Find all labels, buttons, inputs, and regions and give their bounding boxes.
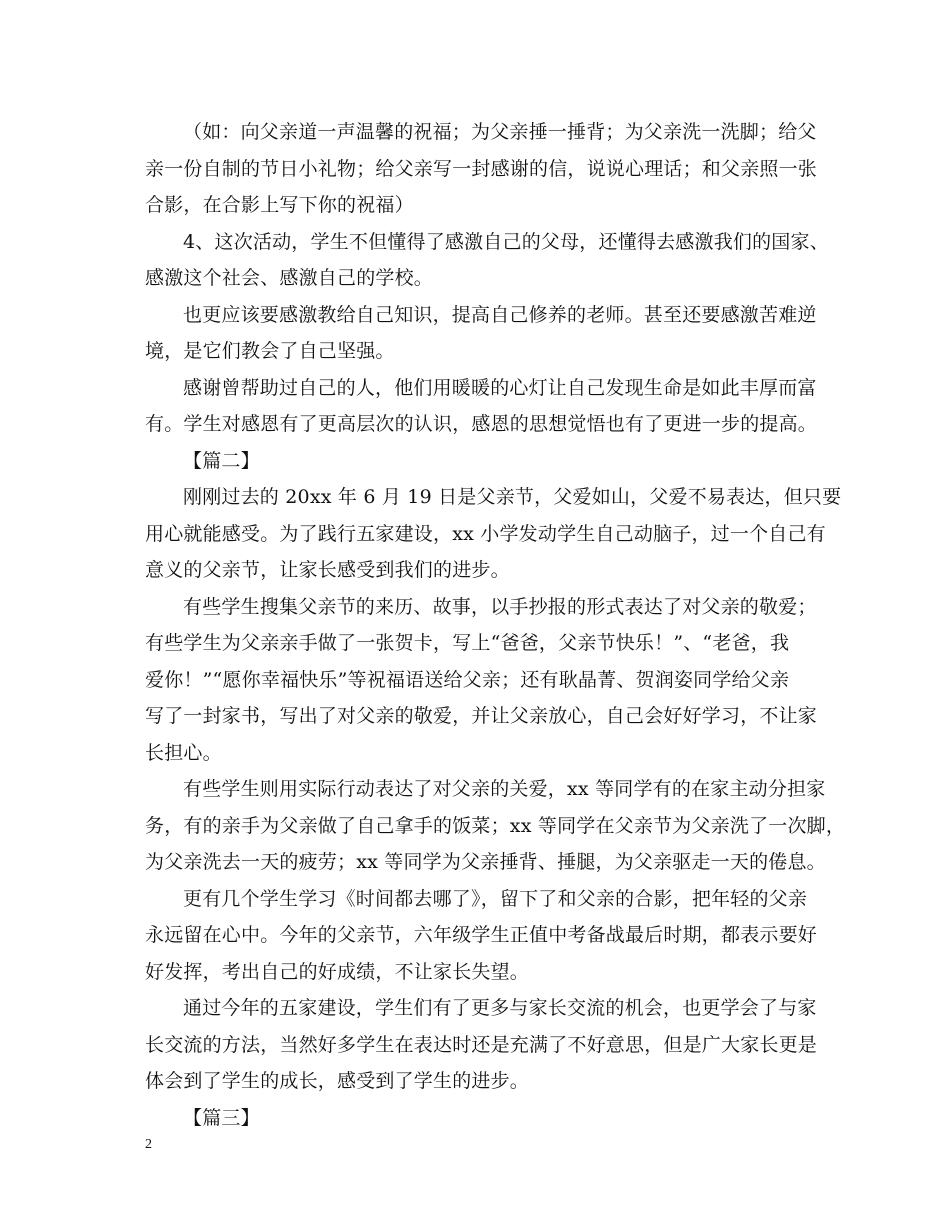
text-line: 亲一份自制的节日小礼物；给父亲写一封感谢的信，说说心理话；和父亲照一张 [145, 158, 818, 180]
text-line: 境，是它们教会了自己坚强。 [145, 340, 395, 362]
text-line: 合影，在合影上写下你的祝福） [145, 194, 414, 216]
text-line: 4、这次活动，学生不但懂得了感激自己的父母，还懂得去感激我们的国家、 [183, 231, 829, 253]
text-line: 为父亲洗去一天的疲劳；xx 等同学为父亲捶背、捶腿，为父亲驱走一天的倦息。 [145, 851, 826, 873]
section-heading: 【篇三】 [183, 1107, 260, 1129]
text-line: 感谢曾帮助过自己的人，他们用暖暖的心灯让自己发现生命是如此丰厚而富 [183, 377, 817, 399]
text-line: 好发挥，考出自己的好成绩，不让家长失望。 [145, 961, 530, 983]
text-line: 有些学生为父亲亲手做了一张贺卡，写上“爸爸，父亲节快乐！”、“老爸，我 [145, 632, 790, 654]
text-line: 长交流的方法，当然好多学生在表达时还是充满了不好意思，但是广大家长更是 [145, 1034, 818, 1056]
text-line: 通过今年的五家建设，学生们有了更多与家长交流的机会，也更学会了与家 [183, 997, 817, 1019]
text-line: 务，有的亲手为父亲做了自己拿手的饭菜；xx 等同学在父亲节为父亲洗了一次脚， [145, 815, 846, 837]
text-line: 有些学生则用实际行动表达了对父亲的关爱，xx 等同学有的在家主动分担家 [183, 778, 826, 800]
text-line: 爱你！”“愿你幸福快乐”等祝福语送给父亲；还有耿晶菁、贺润姿同学给父亲 [145, 669, 790, 691]
text-line: 意义的父亲节，让家长感受到我们的进步。 [145, 559, 510, 581]
text-line: 用心就能感受。为了践行五家建设，xx 小学发动学生自己动脑子，过一个自己有 [145, 523, 826, 545]
text-line: 刚刚过去的 20xx 年 6 月 19 日是父亲节，父爱如山，父爱不易表达，但只要 [183, 486, 842, 508]
text-line: 写了一封家书，写出了对父亲的敬爱，并让父亲放心，自己会好好学习，不让家 [145, 705, 818, 727]
text-line: 体会到了学生的成长，感受到了学生的进步。 [145, 1070, 530, 1092]
text-line: （如：向父亲道一声温馨的祝福；为父亲捶一捶背；为父亲洗一洗脚；给父 [183, 121, 817, 143]
page-number: 2 [145, 1137, 152, 1152]
section-heading: 【篇二】 [183, 450, 260, 472]
text-line: 长担心。 [145, 742, 222, 764]
text-line: 有些学生搜集父亲节的来历、故事，以手抄报的形式表达了对父亲的敬爱； [183, 596, 817, 618]
text-line: 感激这个社会、感激自己的学校。 [145, 267, 434, 289]
text-line: 更有几个学生学习《时间都去哪了》，留下了和父亲的合影，把年轻的父亲 [183, 888, 808, 910]
text-line: 永远留在心中。今年的父亲节，六年级学生正值中考备战最后时期，都表示要好 [145, 924, 818, 946]
text-line: 也更应该要感激教给自己知识，提高自己修养的老师。甚至还要感激苦难逆 [183, 304, 817, 326]
text-line: 有。学生对感恩有了更高层次的认识，感恩的思想觉悟也有了更进一步的提高。 [145, 413, 818, 435]
